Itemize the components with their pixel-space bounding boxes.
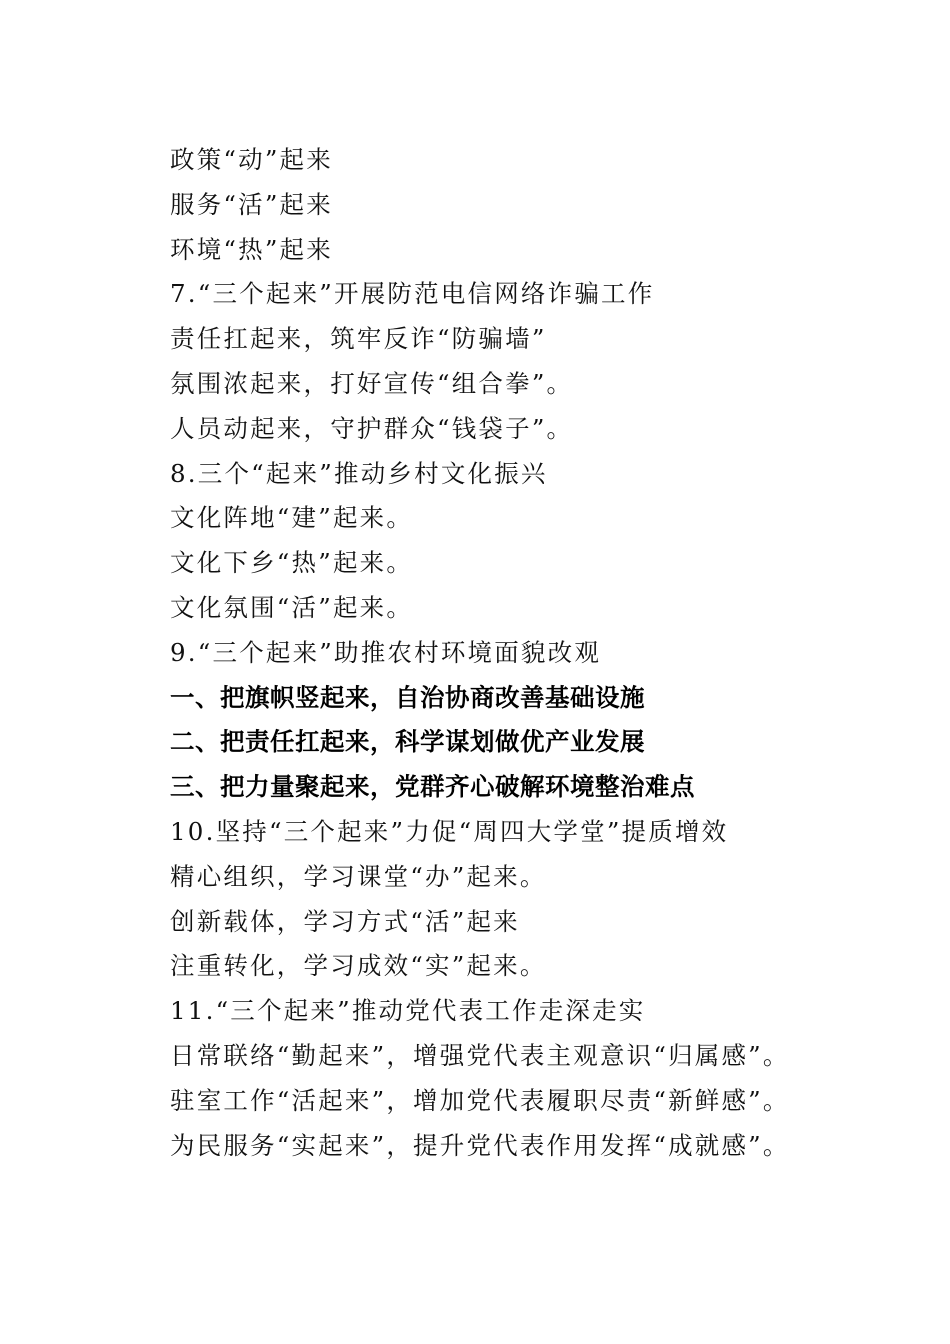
text-line: 服务“活”起来	[170, 189, 333, 219]
text-line: 为民服务“实起来”，提升党代表作用发挥“成就感”。	[170, 1130, 790, 1160]
text-line: 环境“热”起来	[170, 234, 333, 264]
bold-subheading: 一、把旗帜竖起来，自治协商改善基础设施	[170, 682, 645, 712]
text-line: 人员动起来，守护群众“钱袋子”。	[170, 413, 574, 443]
bold-subheading: 二、把责任扛起来，科学谋划做优产业发展	[170, 727, 645, 757]
document-body	[170, 138, 870, 1168]
section-heading: 8.三个“起来”推动乡村文化振兴	[170, 458, 548, 488]
text-line: 文化阵地“建”起来。	[170, 503, 414, 533]
text-line: 责任扛起来，筑牢反诈“防骗墙”	[170, 324, 547, 354]
text-line: 日常联络“勤起来”，增强党代表主观意识“归属感”。	[170, 1040, 790, 1070]
text-line: 创新载体，学习方式“活”起来	[170, 906, 520, 936]
text-line: 文化氛围“活”起来。	[170, 592, 414, 622]
text-line: 驻室工作“活起来”，增加党代表履职尽责“新鲜感”。	[170, 1085, 790, 1115]
text-line: 政策“动”起来	[170, 145, 333, 174]
section-heading: 7.“三个起来”开展防范电信网络诈骗工作	[170, 279, 655, 309]
section-heading: 11.“三个起来”推动党代表工作走深走实	[170, 996, 646, 1026]
text-line: 氛围浓起来，打好宣传“组合拳”。	[170, 368, 574, 398]
bold-subheading: 三、把力量聚起来，党群齐心破解环境整治难点	[170, 772, 695, 802]
section-heading: 10.坚持“三个起来”力促“周四大学堂”提质增效	[170, 816, 729, 846]
text-line: 注重转化，学习成效“实”起来。	[170, 951, 547, 981]
text-line: 精心组织，学习课堂“办”起来。	[170, 861, 547, 891]
section-heading: 9.“三个起来”助推农村环境面貌改观	[170, 637, 602, 667]
text-line: 文化下乡“热”起来。	[170, 548, 414, 578]
